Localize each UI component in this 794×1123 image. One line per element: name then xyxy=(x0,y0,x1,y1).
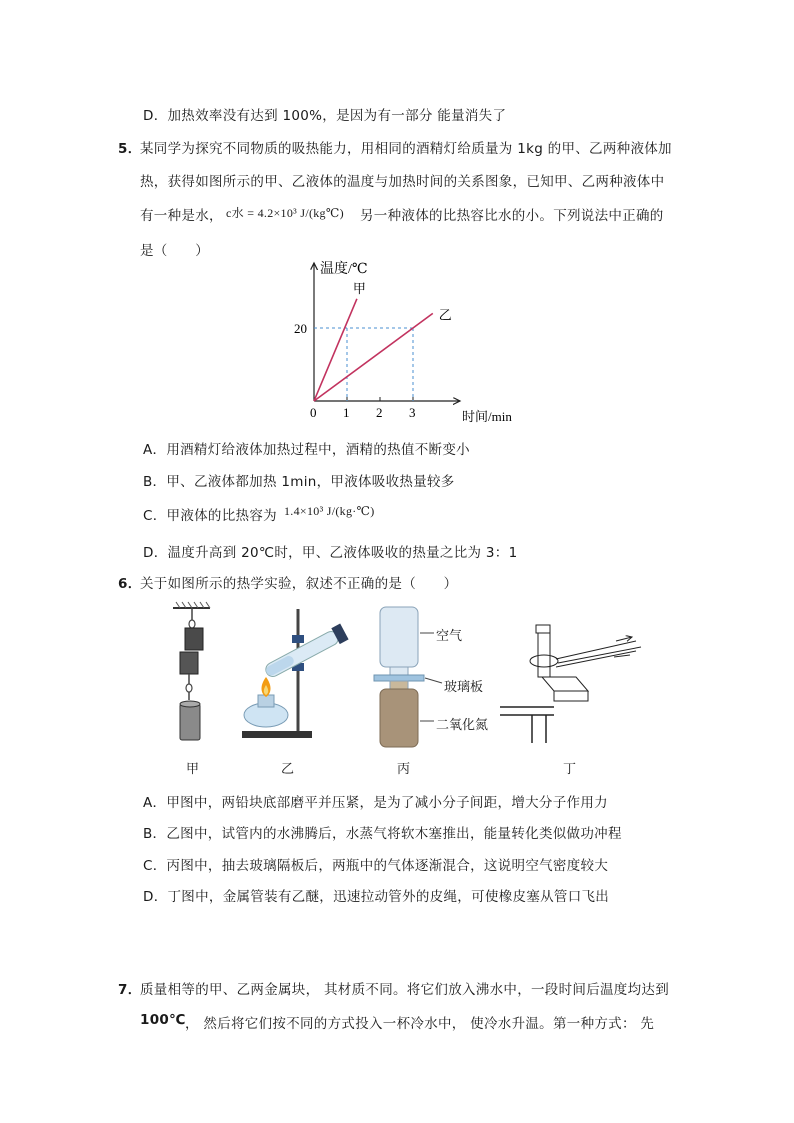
figure-ding-metal-tube xyxy=(496,615,646,745)
q5-stem-line3-a: 有一种是水， xyxy=(140,208,223,224)
glass-plate-label: 玻璃板 xyxy=(444,680,484,695)
q5-water-specific-heat: c水 = 4.2×10³ J/(kg℃) xyxy=(226,206,344,220)
x-tick-label: 0 xyxy=(310,405,317,420)
q5-stem-line4: 是（ ） xyxy=(140,243,209,259)
q7-temperature: 100℃ xyxy=(140,1012,186,1028)
q7-number: 7． xyxy=(118,982,142,998)
x-axis-label: 时间/min xyxy=(462,409,512,424)
figure-label-ding: 丁 xyxy=(563,762,577,777)
q5-stem-line2: 热，获得如图所示的甲、乙液体的温度与加热时间的关系图象，已知甲、乙两种液体中 xyxy=(140,174,665,190)
lower-lead-block xyxy=(180,652,198,674)
figure-label-jia: 甲 xyxy=(186,762,200,777)
q6-option-c: C．丙图中，抽去玻璃隔板后，两瓶中的气体逐渐混合，这说明空气密度较大 xyxy=(143,858,609,874)
x-tick-label: 2 xyxy=(376,405,383,420)
series-label-jia: 甲 xyxy=(352,280,366,296)
q5-option-c-formula: 1.4×10³ J/(kg·℃) xyxy=(284,504,375,518)
x-tick-label: 3 xyxy=(409,405,416,420)
q5-option-c: C．甲液体的比热容为 xyxy=(143,508,277,524)
air-label: 空气 xyxy=(436,629,463,644)
y-axis-label: 温度/℃ xyxy=(320,262,368,277)
no2-label: 二氧化氮 xyxy=(436,718,489,733)
figure-yi-test-tube xyxy=(238,605,353,745)
q7-line2: ， 然后将它们按不同的方式投入一杯冷水中， 使冷水升温。第一种方式： 先 xyxy=(185,1016,655,1032)
q4-option-d: D．加热效率没有达到 100%，是因为有一部分 能量消失了 xyxy=(143,108,507,124)
hanging-weight xyxy=(180,704,200,740)
series-label-yi: 乙 xyxy=(438,307,452,323)
figure-jia-lead-blocks xyxy=(168,600,218,750)
x-tick-label: 1 xyxy=(343,405,350,420)
upper-lead-block xyxy=(185,628,203,650)
q6-stem: 关于如图所示的热学实验，叙述不正确的是（ ） xyxy=(140,576,458,592)
figure-label-yi: 乙 xyxy=(281,762,295,777)
y-tick-label: 20 xyxy=(294,321,307,336)
q6-option-b: B．乙图中，试管内的水沸腾后，水蒸气将软木塞推出，能量转化类似做功冲程 xyxy=(143,826,622,842)
q7-line1: 质量相等的甲、乙两金属块， 其材质不同。将它们放入沸水中，一段时间后温度均达到 xyxy=(140,982,669,998)
q5-stem-line1: 某同学为探究不同物质的吸热能力，用相同的酒精灯给质量为 1kg 的甲、乙两种液体加 xyxy=(140,141,672,157)
q6-number: 6． xyxy=(118,576,142,592)
temperature-time-chart xyxy=(280,255,540,430)
q5-option-b: B．甲、乙液体都加热 1min，甲液体吸收热量较多 xyxy=(143,474,455,490)
figure-label-bing: 丙 xyxy=(397,762,411,777)
q5-number: 5． xyxy=(118,141,142,157)
q5-stem-line3-b: 另一种液体的比热容比水的小。下列说法中正确的 xyxy=(360,208,664,224)
q5-option-a: A．用酒精灯给液体加热过程中，酒精的热值不断变小 xyxy=(143,442,470,458)
q6-option-d: D．丁图中，金属管装有乙醚，迅速拉动管外的皮绳，可使橡皮塞从管口飞出 xyxy=(143,889,610,905)
glass-plate xyxy=(374,675,424,681)
q5-option-d: D．温度升高到 20℃时，甲、乙液体吸收的热量之比为 3：1 xyxy=(143,545,518,561)
q6-option-a: A．甲图中，两铅块底部磨平并压紧，是为了减小分子间距，增大分子作用力 xyxy=(143,795,608,811)
